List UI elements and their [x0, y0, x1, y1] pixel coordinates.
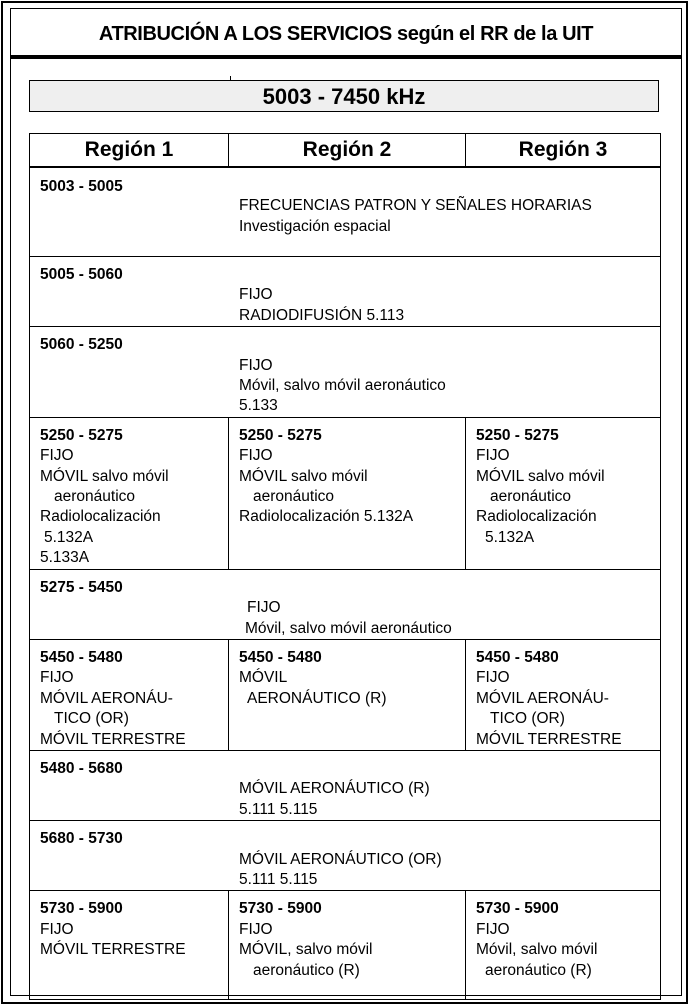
region-1-cell: [30, 891, 229, 1000]
column-header-region-3: Región 3: [466, 134, 661, 168]
allocation-cell: [30, 167, 661, 257]
table-row: [30, 569, 661, 639]
service-line: MÓVIL salvo móvil: [40, 467, 169, 485]
service-line: 5.111 5.115: [239, 800, 318, 818]
service-line: FIJO: [476, 669, 510, 687]
service-line: aeronáutico (R): [485, 961, 592, 979]
service-line: Radiolocalización: [40, 508, 161, 526]
column-header-region-1: Región 1: [30, 134, 229, 168]
service-line: FIJO: [247, 599, 281, 617]
service-line: 5.133: [239, 397, 278, 415]
service-line: FIJO: [239, 447, 273, 465]
service-line: aeronáutico (R): [253, 961, 360, 979]
service-line: Móvil, salvo móvil aeronáutico: [245, 619, 452, 637]
service-line: Radiolocalización: [476, 508, 597, 526]
service-line: FIJO: [476, 447, 510, 465]
band-label: 5730 - 5900: [40, 900, 123, 918]
service-line: RADIODIFUSIÓN 5.113: [239, 306, 405, 324]
band-label: 5060 - 5250: [40, 336, 123, 354]
region-1-cell: [30, 639, 229, 750]
service-line: MÓVIL AERONÁU-: [40, 689, 173, 707]
service-line: 5.111 5.115: [239, 870, 318, 888]
region-2-cell: [229, 891, 466, 1000]
allocation-cell: [30, 569, 661, 639]
service-line: MÓVIL, salvo móvil: [239, 941, 373, 959]
band-label: 5450 - 5480: [476, 648, 559, 666]
service-line: FIJO: [239, 920, 273, 938]
band-label: 5480 - 5680: [40, 759, 123, 777]
band-label: 5250 - 5275: [239, 426, 322, 444]
table-row: [30, 750, 661, 820]
service-line: MÓVIL AERONÁUTICO (OR): [239, 850, 442, 868]
allocation-cell: [30, 750, 661, 820]
service-line: MÓVIL salvo móvil: [476, 467, 605, 485]
table-row: [30, 891, 661, 1000]
region-3-cell: [466, 417, 661, 569]
service-line: TICO (OR): [54, 710, 129, 728]
band-label: 5275 - 5450: [40, 578, 123, 596]
region-2-cell: [229, 639, 466, 750]
table-row: [30, 417, 661, 569]
service-line: Radiolocalización 5.132A: [239, 508, 414, 526]
table-row: [30, 639, 661, 750]
service-line: TICO (OR): [490, 710, 565, 728]
page-title: ATRIBUCIÓN A LOS SERVICIOS según el RR de la UIT: [11, 9, 681, 59]
service-line: aeronáutico: [253, 488, 335, 506]
service-line: MÓVIL AERONÁUTICO (R): [239, 780, 430, 798]
service-line: FIJO: [476, 920, 510, 938]
column-header-region-2: Región 2: [229, 134, 466, 168]
band-label: 5005 - 5060: [40, 266, 123, 283]
service-line: AERONÁUTICO (R): [247, 689, 387, 707]
service-line: FIJO: [239, 356, 273, 374]
service-line: 5.132A: [44, 528, 94, 546]
band-label: 5450 - 5480: [239, 648, 322, 666]
band-label: 5730 - 5900: [239, 900, 322, 918]
service-line: FIJO: [239, 286, 273, 304]
table-row: [30, 257, 661, 327]
service-line: Móvil, salvo móvil: [476, 941, 598, 959]
service-line: aeronáutico: [54, 488, 136, 506]
service-line: 5.132A: [485, 528, 535, 546]
band-label: 5680 - 5730: [40, 830, 123, 848]
allocation-cell: [30, 257, 661, 327]
service-line: 5.133A: [40, 549, 90, 567]
service-line: FRECUENCIAS PATRON Y SEÑALES HORARIAS: [239, 197, 592, 215]
allocation-cell: [30, 327, 661, 418]
service-line: MÓVIL TERRESTRE: [476, 730, 622, 748]
allocation-table: [29, 133, 661, 1000]
service-line: MÓVIL salvo móvil: [239, 467, 368, 485]
service-line: aeronáutico: [490, 488, 572, 506]
service-line: MÓVIL: [239, 669, 288, 687]
region-1-cell: [30, 417, 229, 569]
service-line: FIJO: [40, 920, 74, 938]
service-line: Móvil, salvo móvil aeronáutico: [239, 377, 446, 395]
region-3-cell: [466, 891, 661, 1000]
table-row: [30, 327, 661, 418]
band-label: 5003 - 5005: [40, 178, 123, 195]
frequency-range-title: 5003 - 7450 kHz: [29, 80, 659, 112]
band-label: 5250 - 5275: [476, 426, 559, 444]
band-label: 5250 - 5275: [40, 426, 123, 444]
service-line: MÓVIL TERRESTRE: [40, 730, 186, 748]
service-line: Investigación espacial: [239, 217, 391, 235]
table-header-row: [30, 134, 661, 168]
table-row: [30, 167, 661, 257]
allocation-cell: [30, 821, 661, 891]
band-label: 5730 - 5900: [476, 900, 559, 918]
region-2-cell: [229, 417, 466, 569]
table-row: [30, 821, 661, 891]
service-line: MÓVIL TERRESTRE: [40, 941, 186, 959]
region-3-cell: [466, 639, 661, 750]
service-line: MÓVIL AERONÁU-: [476, 689, 609, 707]
service-line: FIJO: [40, 669, 74, 687]
band-label: 5450 - 5480: [40, 648, 123, 666]
service-line: FIJO: [40, 447, 74, 465]
